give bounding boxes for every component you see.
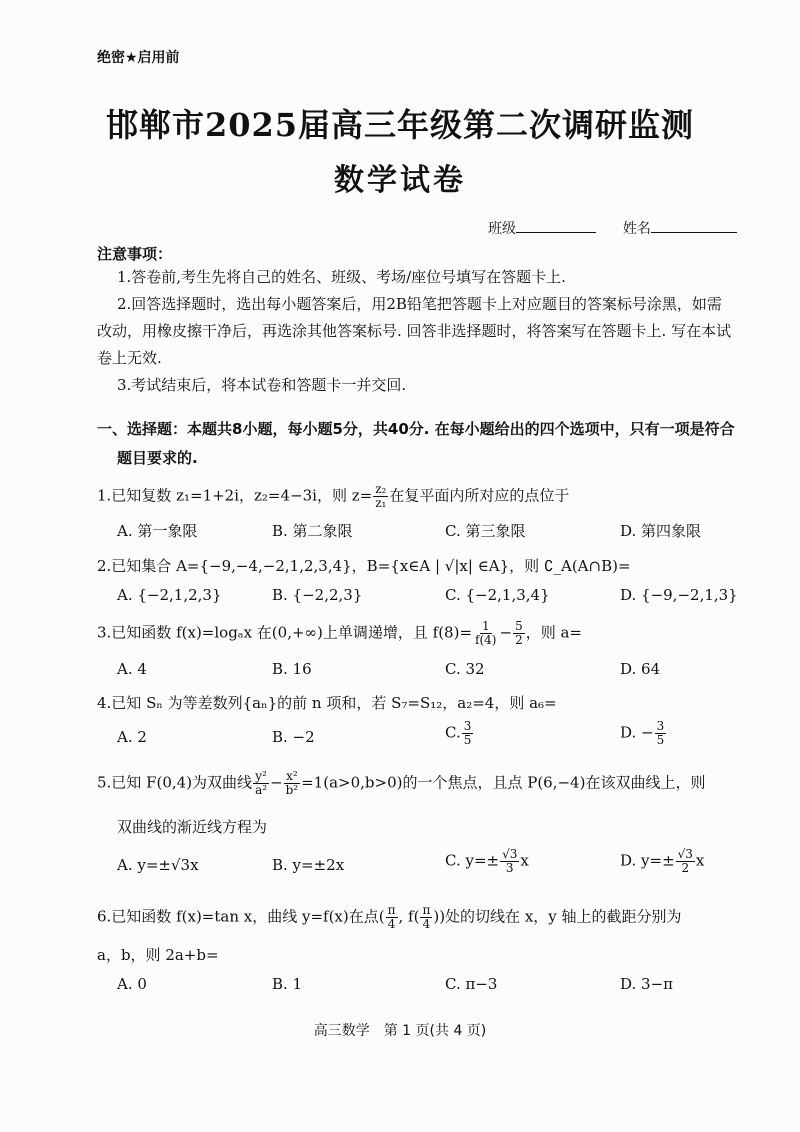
class-blank	[516, 220, 596, 233]
question-5: 5.已知 F(0,4)为双曲线 $\frac{\text{y²}}{\text{a²}}$ − $\frac{\text{x²}}{\text{b²}}$ =1(a>0,b>0)的一个焦点，且点 P(6,−4)在该双曲线上，则	[97, 769, 706, 797]
question-3: 3.已知函数 f(x)=logₐx 在(0,+∞)上单调递增，且 f(8)= $\frac{1}{f(4)}$ − $\frac{5}{2}$ ，则 a=	[97, 619, 582, 647]
exam-subtitle: 数学试卷	[334, 163, 466, 198]
question-6-cont: a，b，则 2a+b=	[97, 946, 219, 964]
q4-option-a: A. 2	[117, 728, 147, 746]
note-3: 3.考试结束后，将本试卷和答题卡一并交回.	[117, 376, 407, 394]
q3-option-a: A. 4	[117, 660, 147, 678]
question-2: 2.已知集合 A={−9,−4,−2,1,2,3,4}，B={x∈A | √|x| ∈A}，则 ∁_A(A∩B)=	[97, 557, 631, 575]
note-2-line2: 改动，用橡皮擦干净后，再选涂其他答案标号. 回答非选择题时，将答案写在答题卡上. 写在本试	[97, 322, 732, 340]
q5-option-b: B. y=±2x	[272, 856, 345, 874]
question-1: 1.已知复数 z₁=1+2i，z₂=4−3i，则 z= $\frac{\text{z₂}}{\text{z₁}}$ 在复平面内所对应的点位于	[97, 482, 570, 510]
q3-option-d: D. 64	[620, 660, 661, 678]
name-label: 姓名	[622, 221, 651, 237]
q2-option-c: C. {−2,1,3,4}	[445, 586, 550, 604]
fraction: $\frac{√3}{2}$	[677, 847, 693, 875]
question-4: 4.已知 Sₙ 为等差数列{aₙ}的前 n 项和，若 S₇=S₁₂，a₂=4，则 a₆=	[97, 694, 557, 712]
q4-option-c: C. $\frac{3}{5}$	[445, 719, 472, 747]
q6-option-c: C. π−3	[445, 975, 498, 993]
fraction: $\frac{\pi}{4}$	[387, 903, 396, 931]
fraction: $\frac{5}{2}$	[515, 619, 523, 647]
question-5-cont: 双曲线的渐近线方程为	[117, 818, 268, 836]
fraction: $\frac{\pi}{4}$	[422, 903, 431, 931]
page-footer: 高三数学 第 1 页(共 4 页)	[313, 1023, 487, 1039]
name-blank	[651, 220, 737, 233]
fraction: $\frac{3}{5}$	[656, 719, 665, 747]
q4-option-d: D. − $\frac{3}{5}$	[620, 719, 665, 747]
question-6: 6.已知函数 f(x)=tan x，曲线 y=f(x)在点( $\frac{\pi}{4}$ , f( $\frac{\pi}{4}$ ))处的切线在 x，y 轴上的截距分别为	[97, 903, 682, 931]
fraction: $\frac{√3}{3}$	[502, 847, 518, 875]
q6-option-a: A. 0	[117, 975, 147, 993]
notes-heading: 注意事项：	[97, 245, 173, 263]
q3-option-c: C. 32	[445, 660, 485, 678]
section-1-heading: 一、选择题：本题共8小题，每小题5分，共40分. 在每小题给出的四个选项中，只有一项是符合	[97, 420, 735, 438]
q2-option-d: D. {−9,−2,1,3}	[620, 586, 738, 604]
confidential-label: 绝密★启用前	[97, 50, 180, 66]
q5-option-a: A. y=±√3x	[117, 856, 199, 874]
q1-option-c: C. 第三象限	[445, 522, 526, 540]
fraction: $\frac{\text{y²}}{\text{a²}}$	[255, 769, 268, 797]
note-2-line1: 2.回答选择题时，选出每小题答案后，用2B铅笔把答题卡上对应题目的答案标号涂黑，如需	[117, 295, 722, 313]
q1-option-a: A. 第一象限	[117, 522, 198, 540]
q2-option-b: B. {−2,2,3}	[272, 586, 363, 604]
fraction: $\frac{1}{f(4)}$	[475, 619, 497, 647]
q1-option-b: B. 第二象限	[272, 522, 353, 540]
note-1: 1.答卷前,考生先将自己的姓名、班级、考场/座位号填写在答题卡上.	[117, 268, 566, 286]
q6-option-b: B. 1	[272, 975, 303, 993]
exam-title: 邯郸市2025届高三年级第二次调研监测	[105, 106, 695, 144]
fraction: $\frac{\text{x²}}{\text{b²}}$	[285, 769, 299, 797]
q2-option-a: A. {−2,1,2,3}	[117, 586, 222, 604]
q4-option-b: B. −2	[272, 728, 315, 746]
class-label: 班级	[488, 221, 516, 237]
student-info	[488, 218, 737, 238]
q5-option-d: D. y=± $\frac{√3}{2}$ x	[620, 847, 705, 875]
fraction: $\frac{3}{5}$	[463, 719, 472, 747]
q3-option-b: B. 16	[272, 660, 312, 678]
q1-option-d: D. 第四象限	[620, 522, 702, 540]
q5-option-c: C. y=± $\frac{√3}{3}$ x	[445, 847, 529, 875]
note-2-line3: 卷上无效.	[97, 349, 162, 367]
q6-option-d: D. 3−π	[620, 975, 673, 993]
fraction: $\frac{\text{z₂}}{\text{z₁}}$	[375, 482, 387, 510]
section-1-heading-cont: 题目要求的.	[117, 449, 198, 467]
